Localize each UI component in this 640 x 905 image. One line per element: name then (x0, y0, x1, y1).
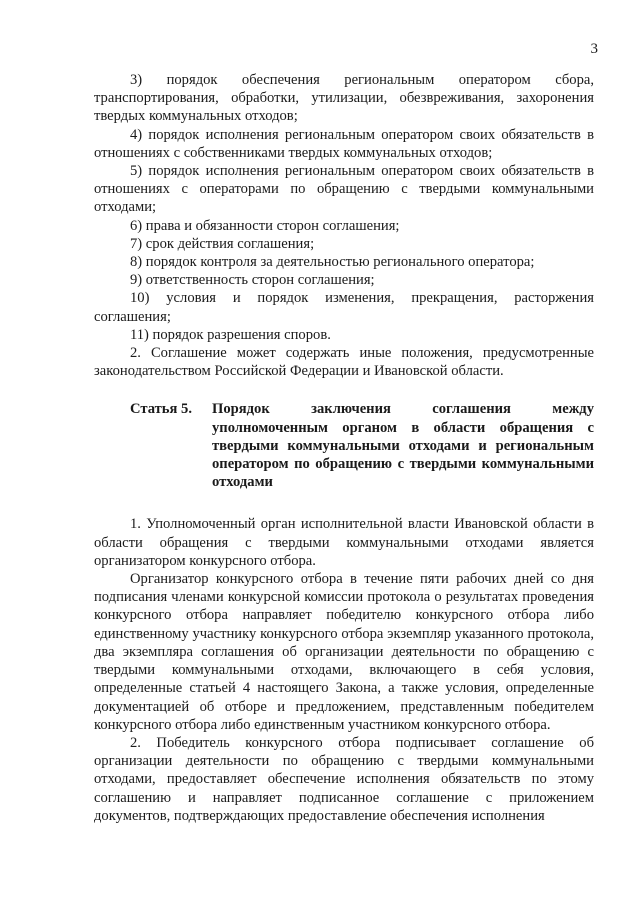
article-paragraph-1: 1. Уполномоченный орган исполнительной власти Ивановской области в области обращения с твердыми коммунальными отходами является организатором конкурсного отбора. (94, 516, 594, 569)
article-number: Статья 5. (130, 401, 192, 418)
list-item-10: 10) условия и порядок изменения, прекращения, расторжения соглашения; (94, 290, 594, 325)
list-item-4: 4) порядок исполнения региональным оператором своих обязательств в отношениях с собственниками твердых коммунальных отходов; (94, 126, 594, 161)
article-paragraph-organizer: Организатор конкурсного отбора в течение пяти рабочих дней со дня подписания членами конкурсной комиссии протокола о результатах проведения конкурсного отбора направляет победителю конкурсного отбора либо единственному участнику конкурсного отбора экземпляр указанного протокола, два экземпляра соглашения об организации деятельности по обращению с твердыми коммунальными отходами, включающего в себя условия, определенные статьей 4 настоящего Закона, а также условия, определенные документацией об отборе и предложением, представленным победителем конкурсного отбора либо единственным участником конкурсного отбора. (94, 571, 594, 733)
article-title: Порядок заключения соглашения между уполномоченным органом в области обращения с твердыми коммунальными отходами и региональным оператором по обращению с твердыми коммунальными отходами (212, 401, 594, 491)
list-item-9: 9) ответственность сторон соглашения; (130, 272, 375, 289)
list-item-5: 5) порядок исполнения региональным оператором своих обязательств в отношениях с операторами по обращению с твердыми коммунальными отходами; (94, 163, 594, 216)
article-paragraph-2: 2. Победитель конкурсного отбора подписывает соглашение об организации деятельности по обращению с твердыми коммунальными отходами, предоставляет обеспечение исполнения обязательств по этому соглашению и направляет подписанное соглашение с приложением документов, подтверждающих предоставление обеспечения исполнения (94, 734, 594, 824)
article-heading (94, 400, 594, 491)
list-item-6: 6) права и обязанности сторон соглашения; (130, 217, 400, 234)
list-item-8: 8) порядок контроля за деятельностью регионального оператора; (130, 254, 535, 271)
list-item-7: 7) срок действия соглашения; (130, 235, 315, 252)
list-item-3: 3) порядок обеспечения региональным оператором сбора, транспортирования, обработки, утилизации, обезвреживания, захоронения твердых коммунальных отходов; (94, 72, 594, 125)
list-item-11: 11) порядок разрешения споров. (130, 326, 331, 343)
page-number: 3 (590, 41, 598, 57)
paragraph-2: 2. Соглашение может содержать иные положения, предусмотренные законодательством Российской Федерации и Ивановской области. (94, 345, 594, 380)
document-body (94, 71, 594, 825)
